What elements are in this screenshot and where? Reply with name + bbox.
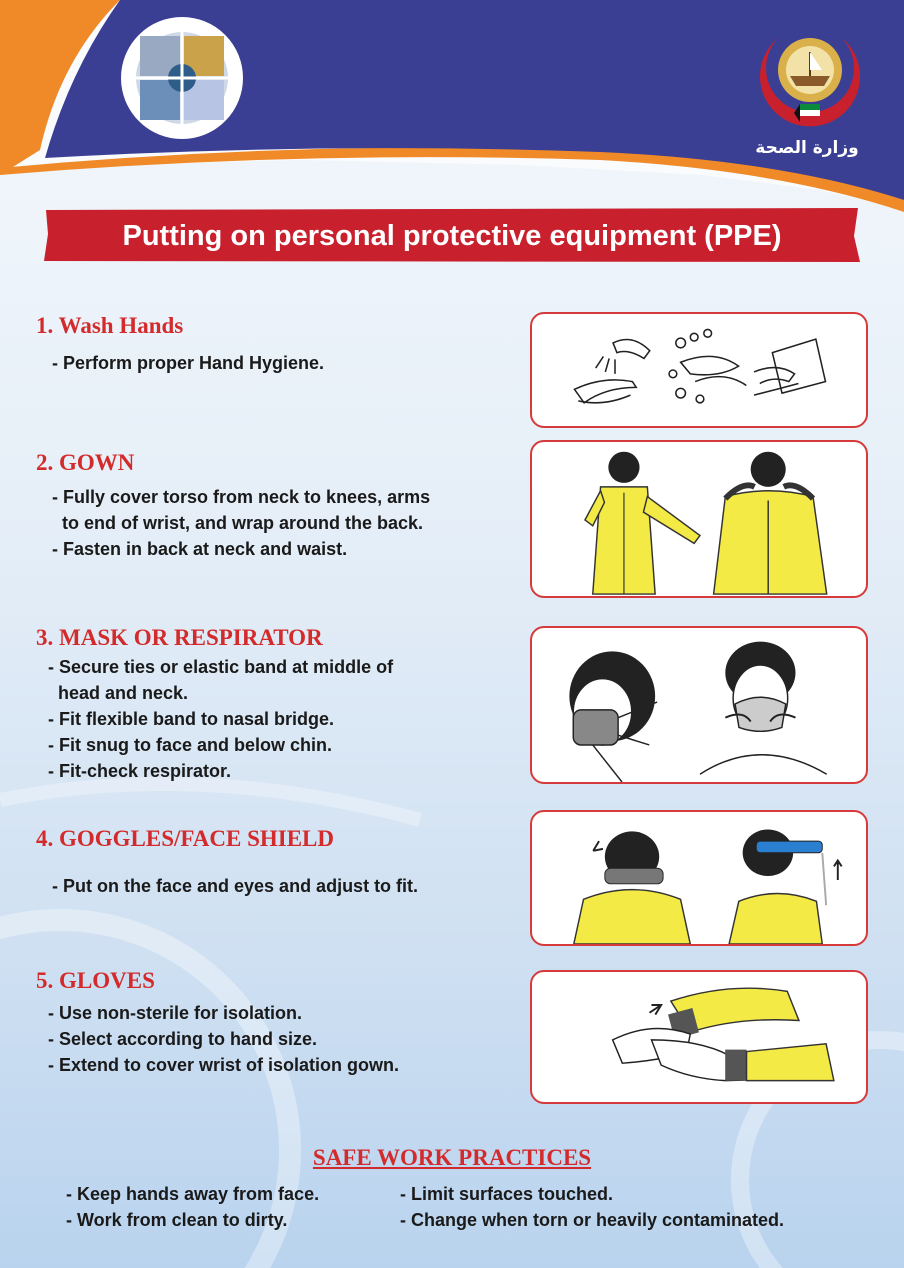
step-5-list	[48, 1000, 399, 1078]
safe-work-left-list	[66, 1181, 319, 1233]
gown-panel	[530, 440, 868, 598]
hand-washing-panel	[530, 312, 868, 428]
hand-washing-illustration	[532, 314, 866, 426]
step-4-item: - Put on the face and eyes and adjust to fit.	[52, 876, 419, 896]
step-3-item: - Fit-check respirator.	[48, 761, 232, 781]
step-2-list	[52, 484, 430, 562]
ministry-label: وزارة الصحة	[755, 138, 859, 158]
safe-work-item: - Change when torn or heavily contaminated.	[400, 1210, 785, 1230]
step-1-title: 1. Wash Hands	[36, 313, 184, 338]
step-3-list	[48, 654, 393, 784]
step-1-list	[52, 350, 324, 376]
step-5-title: 5. GLOVES	[36, 968, 155, 993]
safe-work-item: - Work from clean to dirty.	[66, 1210, 288, 1230]
gloves-panel	[530, 970, 868, 1104]
step-2-item: - Fasten in back at neck and waist.	[52, 539, 348, 559]
step-4-title: 4. GOGGLES/FACE SHIELD	[36, 826, 335, 851]
page-title: Putting on personal protective equipment (PPE)	[122, 220, 782, 252]
step-2-item: to end of wrist, and wrap around the back.	[52, 513, 424, 533]
face-shield-illustration	[532, 812, 866, 944]
face-shield-panel	[530, 810, 868, 946]
step-2-item: - Fully cover torso from neck to knees, arms	[52, 487, 431, 507]
step-2-title: 2. GOWN	[36, 450, 135, 475]
gown-illustration	[532, 442, 866, 596]
step-5-item: - Select according to hand size.	[48, 1029, 318, 1049]
mask-illustration	[532, 628, 866, 782]
mask-panel	[530, 626, 868, 784]
step-4-list	[52, 873, 418, 899]
step-5-item: - Use non-sterile for isolation.	[48, 1003, 303, 1023]
ministry-of-health-logo	[748, 18, 872, 142]
step-3-item: - Secure ties or elastic band at middle of	[48, 657, 394, 677]
step-3-item: - Fit flexible band to nasal bridge.	[48, 709, 335, 729]
step-5-item: - Extend to cover wrist of isolation gown.	[48, 1055, 400, 1075]
safe-work-title: SAFE WORK PRACTICES	[312, 1145, 592, 1170]
infection-control-logo	[118, 14, 246, 142]
safe-work-item: - Limit surfaces touched.	[400, 1184, 614, 1204]
step-3-title: 3. MASK OR RESPIRATOR	[36, 625, 323, 650]
gloves-illustration	[532, 972, 866, 1102]
step-3-item: - Fit snug to face and below chin.	[48, 735, 333, 755]
step-1-item: - Perform proper Hand Hygiene.	[52, 353, 325, 373]
safe-work-item: - Keep hands away from face.	[66, 1184, 320, 1204]
safe-work-right-list	[400, 1181, 784, 1233]
step-3-item: head and neck.	[48, 683, 189, 703]
